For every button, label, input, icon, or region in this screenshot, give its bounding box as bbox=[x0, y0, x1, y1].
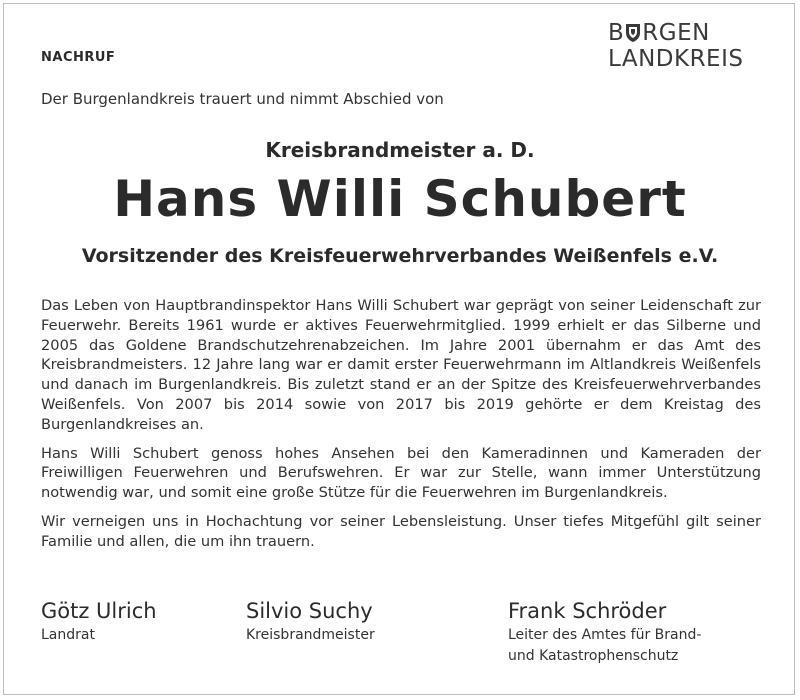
deceased-name: Hans Willi Schubert bbox=[113, 170, 687, 228]
signer-role: Leiter des Amtes für Brand- und Katastrophenschutz bbox=[508, 627, 702, 664]
signer-name: Frank Schröder bbox=[508, 599, 667, 623]
signer-kreisbrandmeister bbox=[246, 597, 375, 646]
signer-landrat bbox=[41, 597, 157, 646]
body-paragraph-2: Hans Willi Schubert genoss hohes Ansehen bei den Kameradinnen und Kameraden der Freiwilligen Feuerwehren und Berufswehren. Er war zur Stelle, wann immer Unterstützung notwendig war, und somit eine große Stütze für die Feuerwehren im Burgenlandkreis. bbox=[41, 444, 761, 502]
intro-text: Der Burgenlandkreis trauert und nimmt Abschied von bbox=[41, 90, 444, 108]
deceased-role: Vorsitzender des Kreisfeuerwehrverbandes Weißenfels e.V. bbox=[81, 245, 719, 267]
burgenlandkreis-logo bbox=[608, 20, 763, 72]
body-paragraph-3: Wir verneigen uns in Hochachtung vor seiner Lebensleistung. Unser tiefes Mitgefühl gilt seiner Familie und allen, die um ihn trauern. bbox=[41, 512, 761, 550]
signer-name: Silvio Suchy bbox=[246, 599, 373, 623]
logo-letters-rgen: RGEN bbox=[642, 20, 710, 46]
crest-icon bbox=[625, 23, 641, 43]
signer-name: Götz Ulrich bbox=[41, 599, 157, 623]
deceased-rank: Kreisbrandmeister a. D. bbox=[265, 138, 535, 162]
logo-line-1 bbox=[608, 20, 763, 46]
signer-amtsleiter bbox=[508, 597, 701, 667]
signer-role: Kreisbrandmeister bbox=[246, 627, 375, 643]
obituary-body bbox=[41, 296, 761, 561]
logo-line-2: LANDKREIS bbox=[608, 46, 744, 72]
body-paragraph-1: Das Leben von Hauptbrandinspektor Hans Willi Schubert war geprägt von seiner Leidenschaft zur Feuerwehr. Bereits 1961 wurde er aktives Feuerwehrmitglied. 1999 erhielt er das Silberne und 2005 das Goldene Brandschutzehrenabzeichen. Im Jahre 2001 übernahm er das Amt des Kreisbrandmeisters. 12 Jahre lang war er damit erster Feuerwehrmann im Altlandkreis Weißenfels und danach im Burgenlandkreis. Bis zuletzt stand er an der Spitze des Kreisfeuerwehrverbandes Weißenfels. Von 2007 bis 2014 sowie von 2017 bis 2019 gehörte er dem Kreistag des Burgenlandkreises an. bbox=[41, 297, 761, 433]
logo-letter-b: B bbox=[608, 20, 625, 46]
notice-kicker: NACHRUF bbox=[41, 50, 116, 65]
signer-role: Landrat bbox=[41, 627, 95, 643]
